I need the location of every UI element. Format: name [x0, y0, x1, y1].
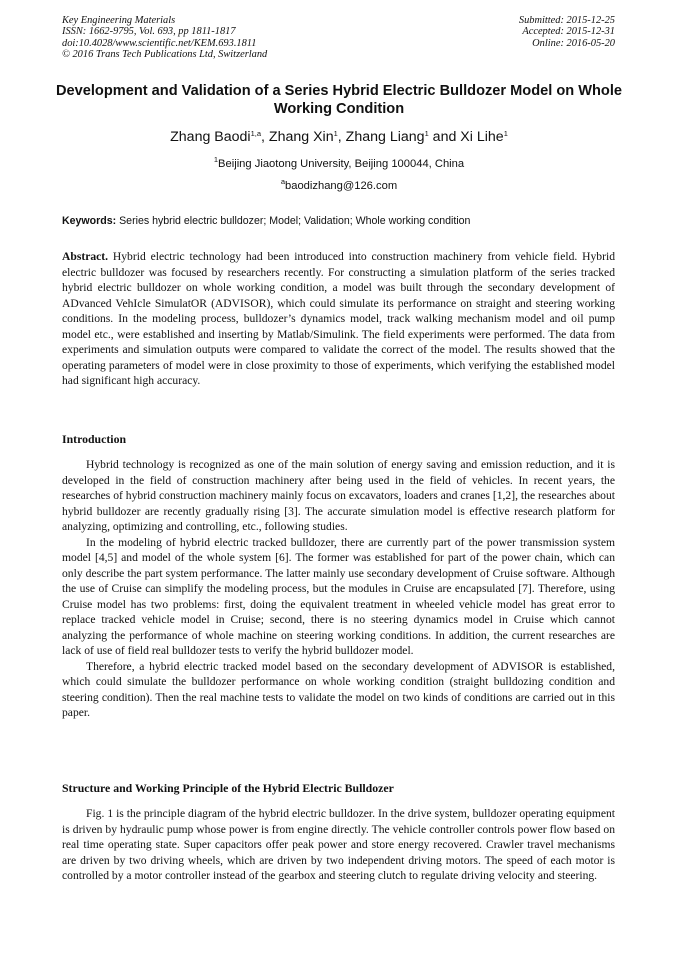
body-paragraph: Hybrid technology is recognized as one of the main solution of energy saving and emission reduction, and it is developed in the field of construction machinery after being used in the field of vehicles. In recent years, the researches of hybrid construction machinery mainly focus on excavators, loaders and cranes [1,2], the researches about hybrid bulldozer are recently gradually rising [3]. The accurate simulation model is effective research platform for analyzing, optimizing and controlling, etc., following studies. — [62, 458, 615, 533]
introduction-heading: Introduction — [62, 432, 127, 446]
paper-title: Development and Validation of a Series Hybrid Electric Bulldozer Model on Whole Working Condition — [55, 83, 622, 117]
abstract-paragraph — [62, 249, 615, 389]
abstract-section — [62, 249, 615, 389]
affiliation-line — [40, 157, 638, 171]
author-list — [40, 128, 638, 146]
introduction-section — [62, 457, 615, 721]
author-affiliation-mark: 1 — [333, 129, 338, 138]
email-address: baodizhang@126.com — [285, 180, 398, 192]
journal-header-left — [62, 15, 267, 61]
online-date: Online: 2016-05-20 — [532, 37, 615, 49]
submitted-date: Submitted: 2015-12-25 — [518, 15, 615, 26]
journal-copyright: © 2016 Trans Tech Publications Ltd, Switzerland — [62, 49, 268, 61]
structure-heading: Structure and Working Principle of the Hybrid Electric Bulldozer — [62, 781, 394, 795]
author-name: Zhang Liang — [345, 129, 425, 145]
structure-section — [62, 806, 615, 884]
keywords-text: Series hybrid electric bulldozer; Model; Validation; Whole working condition — [116, 215, 471, 227]
author-name: Xi Lihe — [460, 129, 504, 145]
affiliation-text: Beijing Jiaotong University, Beijing 100044, China — [218, 158, 465, 170]
keywords-label: Keywords: — [62, 215, 117, 227]
email-mark: a — [280, 177, 286, 186]
abstract-label: Abstract. — [62, 250, 109, 263]
author-separator: , — [261, 129, 269, 145]
email-line — [40, 179, 638, 193]
author-affiliation-mark: 1 — [503, 129, 508, 138]
journal-header-right — [519, 15, 615, 49]
body-paragraph: Fig. 1 is the principle diagram of the hybrid electric bulldozer. In the drive system, bulldozer operating equipment is driven by hydraulic pump whose power is from engine directly. The vehicle controller controls power flow based on real time operating state. Super capacitors offer peak power and store energy recovered. Crawler travel mechanisms are driven by two driving wheels, which are driven by two independent driving motors. The speed of each motor is controlled by a motor controller instead of the gearbox and steering clutch to regulate driving velocity and steering. — [62, 807, 615, 882]
author-name: Zhang Xin — [268, 129, 334, 145]
author-name: Zhang Baodi — [170, 129, 251, 145]
author-affiliation-mark: 1,a — [250, 129, 262, 138]
body-paragraph: Therefore, a hybrid electric tracked model based on the secondary development of ADVISOR is established, which could simulate the bulldozer performance on whole working condition (straight bulldozing condition and steering condition). Then the real machine tests to validate the model on two kinds of conditions are carried out in this paper. — [62, 659, 615, 719]
journal-doi: doi:10.4028/www.scientific.net/KEM.693.1811 — [62, 37, 257, 49]
affiliation-mark: 1 — [213, 155, 219, 164]
journal-name: Key Engineering Materials — [62, 15, 176, 26]
accepted-date: Accepted: 2015-12-31 — [522, 26, 615, 38]
abstract-text: Hybrid electric technology had been introduced into construction machinery from vehicle field. Hybrid electric bulldozer was focused by researchers recently. For constructing a simulation platform of the series tracked hybrid electric bulldozer on whole working condition, a model was built through the secondary development of ADvanced VehIcle SimulatOR (ADVISOR), which could simulate its performance on straight and steering working conditions. In the modeling process, bulldozer’s dynamics model, track walking mechanism model and oil pump model etc., were established and inserting by Matlab/Simulink. The field experiments were performed. The data from experiments and simulation outputs were compared to validate the correct of the model. The results showed that the operating parameters of model were in close proximity to those of experiments, which verifying the established model had significant high accuracy. — [62, 250, 615, 387]
journal-issn: ISSN: 1662-9795, Vol. 693, pp 1811-1817 — [62, 26, 236, 38]
author-separator: and — [428, 129, 461, 145]
author-affiliation-mark: 1 — [424, 129, 429, 138]
author-separator: , — [337, 129, 346, 145]
body-paragraph: In the modeling of hybrid electric tracked bulldozer, there are currently part of the power transmission system model [4,5] and model of the whole system [6]. The former was established for part of the power chain, which can only describe the part system performance. The latter mainly use secondary development of Cruise software. Although the use of Cruise can simplify the modeling process, but the modules in Cruise are encapsulated [7]. Therefore, using Cruise model has two problems: first, doing the equivalent treatment in wheeled vehicle model has great error to replace tracked vehicle model in Cruise; second, there is no steering dynamics model in Cruise which cannot analyzing the performance of whole machine on steering working conditions. In addition, the current researches are lack of use of field real bulldozer tests to verify the hybrid bulldozer model. — [62, 535, 615, 657]
keywords-line — [62, 214, 618, 228]
